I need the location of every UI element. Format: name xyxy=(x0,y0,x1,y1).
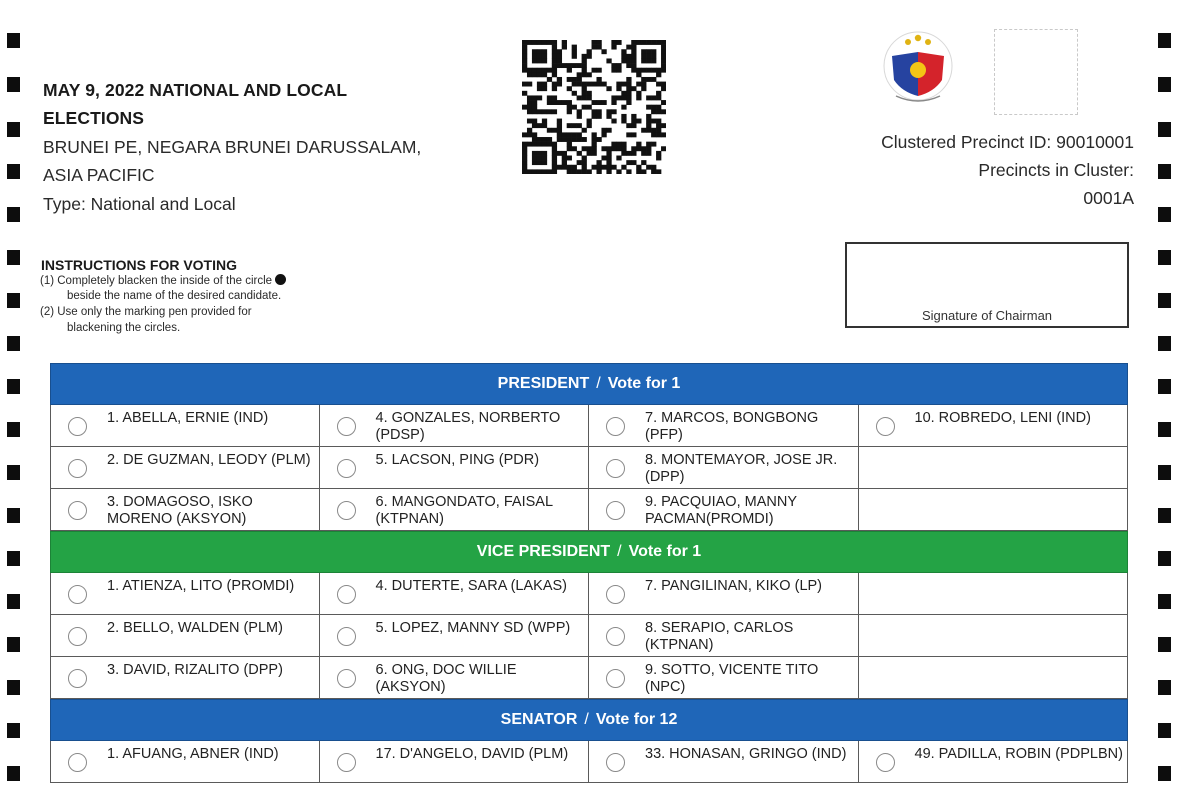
candidate-name: 2. BELLO, WALDEN (PLM) xyxy=(107,620,283,636)
candidate-cell xyxy=(50,447,320,489)
timing-mark xyxy=(7,594,20,609)
timing-mark xyxy=(7,465,20,480)
timing-mark xyxy=(7,766,20,781)
location-line1: BRUNEI PE, NEGARA BRUNEI DARUSSALAM, xyxy=(43,137,422,157)
timing-mark xyxy=(7,551,20,566)
separator-slash: / xyxy=(596,375,601,392)
timing-mark xyxy=(1158,164,1171,179)
timing-mark xyxy=(7,164,20,179)
candidate-cell xyxy=(589,741,859,783)
timing-mark xyxy=(7,207,20,222)
timing-mark xyxy=(1158,379,1171,394)
candidate-name: 3. DAVID, RIZALITO (DPP) xyxy=(107,662,283,678)
section-position: VICE PRESIDENT xyxy=(476,543,611,560)
vote-oval[interactable] xyxy=(68,585,87,604)
timing-mark xyxy=(7,33,20,48)
timing-mark xyxy=(1158,336,1171,351)
ballot-row xyxy=(50,447,1128,489)
timing-mark xyxy=(1158,122,1171,137)
timing-mark xyxy=(1158,680,1171,695)
timing-mark xyxy=(1158,33,1171,48)
candidate-cell xyxy=(50,615,320,657)
filled-circle-icon xyxy=(275,274,286,285)
section-header xyxy=(50,531,1128,573)
timing-mark xyxy=(7,637,20,652)
section-vote-for: Vote for 12 xyxy=(595,711,678,728)
candidate-cell xyxy=(50,573,320,615)
candidate-cell xyxy=(50,489,320,531)
ballot-row xyxy=(50,615,1128,657)
ballot-grid xyxy=(50,363,1128,783)
instruction-2-cont: blackening the circles. xyxy=(67,322,181,334)
timing-mark xyxy=(1158,594,1171,609)
candidate-name: 1. AFUANG, ABNER (IND) xyxy=(107,746,279,762)
precincts-in-cluster-value: 0001A xyxy=(1083,188,1134,208)
vote-oval[interactable] xyxy=(68,669,87,688)
candidate-cell xyxy=(320,573,590,615)
candidate-cell xyxy=(50,657,320,699)
section-header xyxy=(50,363,1128,405)
ballot-row xyxy=(50,657,1128,699)
candidate-cell xyxy=(320,405,590,447)
candidate-cell xyxy=(320,657,590,699)
candidate-cell xyxy=(589,489,859,531)
signature-box xyxy=(845,242,1129,328)
vote-oval[interactable] xyxy=(606,627,625,646)
candidate-cell xyxy=(589,405,859,447)
vote-oval[interactable] xyxy=(606,753,625,772)
candidate-cell xyxy=(50,741,320,783)
vote-oval[interactable] xyxy=(337,585,356,604)
vote-oval[interactable] xyxy=(68,459,87,478)
candidate-cell xyxy=(859,741,1129,783)
candidate-name: 1. ABELLA, ERNIE (IND) xyxy=(107,410,269,426)
candidate-name: 10. ROBREDO, LENI (IND) xyxy=(914,410,1091,426)
ballot-row xyxy=(50,741,1128,783)
candidate-cell xyxy=(589,657,859,699)
empty-cell xyxy=(859,447,1129,489)
vote-oval[interactable] xyxy=(606,669,625,688)
candidate-cell xyxy=(589,573,859,615)
candidate-cell xyxy=(320,741,590,783)
timing-mark xyxy=(1158,723,1171,738)
ballot-title-line1: MAY 9, 2022 NATIONAL AND LOCAL xyxy=(43,80,348,100)
timing-mark xyxy=(1158,250,1171,265)
candidate-name: 7. MARCOS, BONGBONG (PFP) xyxy=(645,410,819,443)
separator-slash: / xyxy=(617,543,622,560)
vote-oval[interactable] xyxy=(68,627,87,646)
vote-oval[interactable] xyxy=(337,753,356,772)
section-position: SENATOR xyxy=(500,711,578,728)
timing-mark xyxy=(7,77,20,92)
timing-mark xyxy=(1158,766,1171,781)
vote-oval[interactable] xyxy=(337,501,356,520)
candidate-name: 5. LACSON, PING (PDR) xyxy=(375,452,540,468)
timing-mark xyxy=(1158,293,1171,308)
candidate-cell xyxy=(50,405,320,447)
empty-cell xyxy=(859,489,1129,531)
timing-mark xyxy=(7,336,20,351)
candidate-name: 6. MANGONDATO, FAISAL (KTPNAN) xyxy=(375,494,553,527)
vote-oval[interactable] xyxy=(876,753,895,772)
candidate-name: 17. D'ANGELO, DAVID (PLM) xyxy=(375,746,569,762)
election-type: Type: National and Local xyxy=(43,194,236,214)
timing-mark xyxy=(7,680,20,695)
empty-cell xyxy=(859,657,1129,699)
section-vote-for: Vote for 1 xyxy=(607,375,681,392)
vote-oval[interactable] xyxy=(606,501,625,520)
candidate-name: 5. LOPEZ, MANNY SD (WPP) xyxy=(375,620,571,636)
signature-label: Signature of Chairman xyxy=(921,308,1053,323)
instruction-1: (1) Completely blacken the inside of the circle xyxy=(40,275,273,287)
separator-slash: / xyxy=(584,711,589,728)
candidate-cell xyxy=(320,615,590,657)
candidate-name: 2. DE GUZMAN, LEODY (PLM) xyxy=(107,452,311,468)
timing-mark xyxy=(1158,422,1171,437)
candidate-name: 7. PANGILINAN, KIKO (LP) xyxy=(645,578,823,594)
timing-mark xyxy=(7,422,20,437)
empty-cell xyxy=(859,573,1129,615)
candidate-cell xyxy=(859,405,1129,447)
ballot-row xyxy=(50,573,1128,615)
section-vote-for: Vote for 1 xyxy=(628,543,702,560)
precincts-in-cluster-label: Precincts in Cluster: xyxy=(978,160,1134,180)
section-header xyxy=(50,699,1128,741)
vote-oval[interactable] xyxy=(68,753,87,772)
location-line2: ASIA PACIFIC xyxy=(43,165,155,185)
vote-oval[interactable] xyxy=(606,459,625,478)
candidate-name: 9. PACQUIAO, MANNY PACMAN(PROMDI) xyxy=(645,494,797,527)
vote-oval[interactable] xyxy=(337,669,356,688)
section-position: PRESIDENT xyxy=(497,375,590,392)
candidate-name: 49. PADILLA, ROBIN (PDPLBN) xyxy=(914,746,1123,762)
timing-mark xyxy=(1158,77,1171,92)
candidate-name: 6. ONG, DOC WILLIE (AKSYON) xyxy=(375,662,517,695)
timing-mark xyxy=(1158,637,1171,652)
timing-mark xyxy=(1158,465,1171,480)
timing-mark xyxy=(7,508,20,523)
candidate-cell xyxy=(320,489,590,531)
candidate-name: 8. SERAPIO, CARLOS (KTPNAN) xyxy=(645,620,794,653)
ballot-row xyxy=(50,489,1128,531)
timing-mark xyxy=(7,379,20,394)
timing-mark xyxy=(1158,551,1171,566)
vote-oval[interactable] xyxy=(606,585,625,604)
philippine-seal-icon xyxy=(882,30,954,106)
vote-oval[interactable] xyxy=(606,417,625,436)
timing-mark xyxy=(7,723,20,738)
instructions-text xyxy=(40,274,380,335)
timing-mark xyxy=(7,250,20,265)
timing-mark xyxy=(1158,508,1171,523)
timing-mark xyxy=(7,122,20,137)
candidate-name: 1. ATIENZA, LITO (PROMDI) xyxy=(107,578,295,594)
qr-code-icon xyxy=(522,40,666,174)
vote-oval[interactable] xyxy=(876,417,895,436)
instructions-heading: INSTRUCTIONS FOR VOTING xyxy=(41,257,237,273)
candidate-name: 4. GONZALES, NORBERTO (PDSP) xyxy=(375,410,561,443)
candidate-cell xyxy=(320,447,590,489)
candidate-name: 4. DUTERTE, SARA (LAKAS) xyxy=(375,578,568,594)
timing-mark xyxy=(7,293,20,308)
candidate-name: 33. HONASAN, GRINGO (IND) xyxy=(645,746,847,762)
candidate-name: 9. SOTTO, VICENTE TITO (NPC) xyxy=(645,662,819,695)
candidate-name: 8. MONTEMAYOR, JOSE JR. (DPP) xyxy=(645,452,838,485)
vote-oval[interactable] xyxy=(68,417,87,436)
vote-oval[interactable] xyxy=(337,627,356,646)
ballot-title-line2: ELECTIONS xyxy=(43,108,145,128)
instruction-2: (2) Use only the marking pen provided for xyxy=(40,306,252,318)
candidate-name: 3. DOMAGOSO, ISKO MORENO (AKSYON) xyxy=(107,494,253,527)
empty-cell xyxy=(859,615,1129,657)
candidate-cell xyxy=(589,447,859,489)
photo-placeholder xyxy=(994,29,1078,115)
instruction-1-cont: beside the name of the desired candidate. xyxy=(67,290,282,302)
candidate-cell xyxy=(589,615,859,657)
ballot-row xyxy=(50,405,1128,447)
vote-oval[interactable] xyxy=(337,459,356,478)
vote-oval[interactable] xyxy=(337,417,356,436)
vote-oval[interactable] xyxy=(68,501,87,520)
clustered-precinct-id: Clustered Precinct ID: 90010001 xyxy=(881,132,1134,152)
timing-mark xyxy=(1158,207,1171,222)
